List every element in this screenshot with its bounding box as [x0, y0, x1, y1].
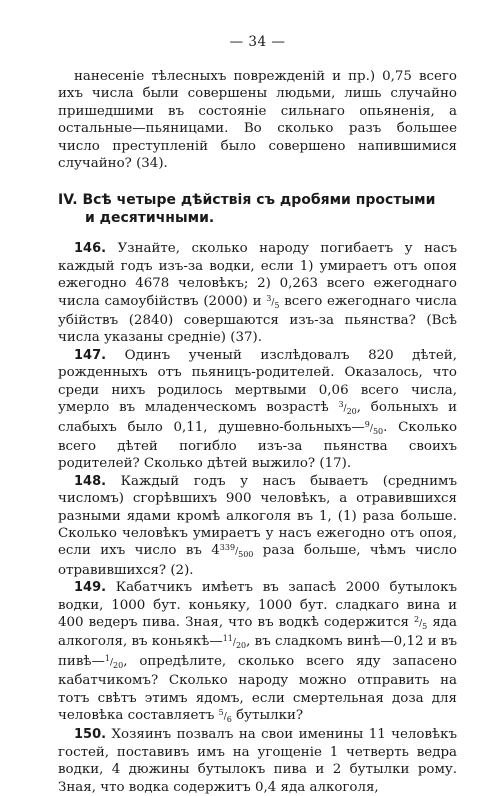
problem-number: 149. — [74, 580, 107, 596]
problem-149: 149. Кабатчикъ имѣетъ въ запасѣ 2000 бутылокъ водки, 1000 бут. коньяку, 1000 бут. сладкаго вина и 400 ведеръ пива. Зная, что въ водкѣ содержится $^2/_5$ яда алкоголя, въ $коньякѣ—^{11}/_{20}$, въ сладкомъ винѣ—0,12 и въ $пивѣ—^1/_{20}$, опредѣлите, сколько всего яду запасено кабатчикомъ? Сколько народу можно отправить на тотъ свѣтъ этимъ ядомъ, если смертельная доза для человѣка составляетъ $^5/_6$ бутылки? — [58, 580, 457, 724]
fraction: $^{11}/_{20}$ — [222, 634, 247, 651]
fraction: $^5/_6$ — [218, 708, 232, 724]
intro-paragraph: нанесеніе тѣлесныхъ поврежденій и пр.) 0,75 всего ихъ числа были совершены людьми, лишь случайно пришедшими въ состояніе сильнаго опьяненія, а остальные—пьяницами. Во сколько разъ большее число преступленій было совершено напившимися случайно? (34). — [58, 69, 457, 172]
section-number: IV. — [58, 192, 78, 209]
fraction: $^2/_5$ — [414, 614, 428, 631]
problem-number: 147. — [74, 347, 107, 363]
mixed-number-whole: 4 — [211, 543, 220, 559]
problem-number: 148. — [74, 473, 107, 489]
section-title-line1: Всѣ четыре дѣйствія съ дробями простыми — [82, 192, 436, 209]
fraction: $^3/_{20}$ — [338, 400, 357, 416]
fraction: $^3/_5$ — [266, 293, 280, 310]
problem-150: 150. Хозяинъ позвалъ на свои именины 11 человѣкъ гостей, поставивъ имъ на угощеніе 1 четверть ведра водки, 4 дюжины бутылокъ пива и 2 бутылки рому. Зная, что водка содержитъ 0,4 яда алкоголя, — [58, 727, 457, 795]
fraction: $^9/_{50}$ — [364, 419, 384, 436]
section-heading — [58, 191, 457, 227]
problem-number: 146. — [74, 241, 107, 257]
problem-148: 148. Каждый годъ у насъ бываетъ (среднимъ числомъ) сгорѣвшихъ 900 человѣкъ, а отравившихся разными ядами кромѣ алкоголя въ 1, (1) раза больше. Сколько человѣкъ умираетъ у насъ ежегодно отъ опоя, если ихъ число въ $4^{339}/_{500}$ раза больше, чѣмъ число отравившихся? (2). — [58, 473, 457, 578]
problem-146: 146. Узнайте, сколько народу погибаетъ у насъ каждый годъ изъ-за водки, если 1) умираетъ отъ опоя ежегодно 4678 человѣкъ; 2) 0,263 всего ежегоднаго числа самоубійствъ (2000) и $^3/_5$ всего ежегоднаго числа убійствъ (2840) совершаются изъ-за пьянства? (Всѣ числа указаны средніе) (37). — [58, 241, 457, 346]
problem-number: 150. — [74, 727, 107, 743]
fraction: $^{339}/_{500}$ — [219, 543, 254, 560]
page-number: — 34 — — [229, 34, 286, 50]
problem-147: 147. Одинъ ученый изслѣдовалъ 820 дѣтей, рожденныхъ отъ пьяницъ-родителей. Оказалось, что среди нихъ родилось мертвыми 0,06 всего числа, умерло въ младенческомъ возрастѣ $^3/_{20}$, больныхъ и слабыхъ было 0,11, душевно-$больныхъ—^9/_{50}$. Сколько всего дѣтей погибло изъ-за пьянства своихъ родителей? Сколько дѣтей выжило? (17). — [58, 347, 457, 472]
page-body — [58, 68, 457, 796]
section-title-line2: и десятичными. — [85, 210, 215, 227]
fraction: $^1/_{20}$ — [104, 653, 124, 670]
